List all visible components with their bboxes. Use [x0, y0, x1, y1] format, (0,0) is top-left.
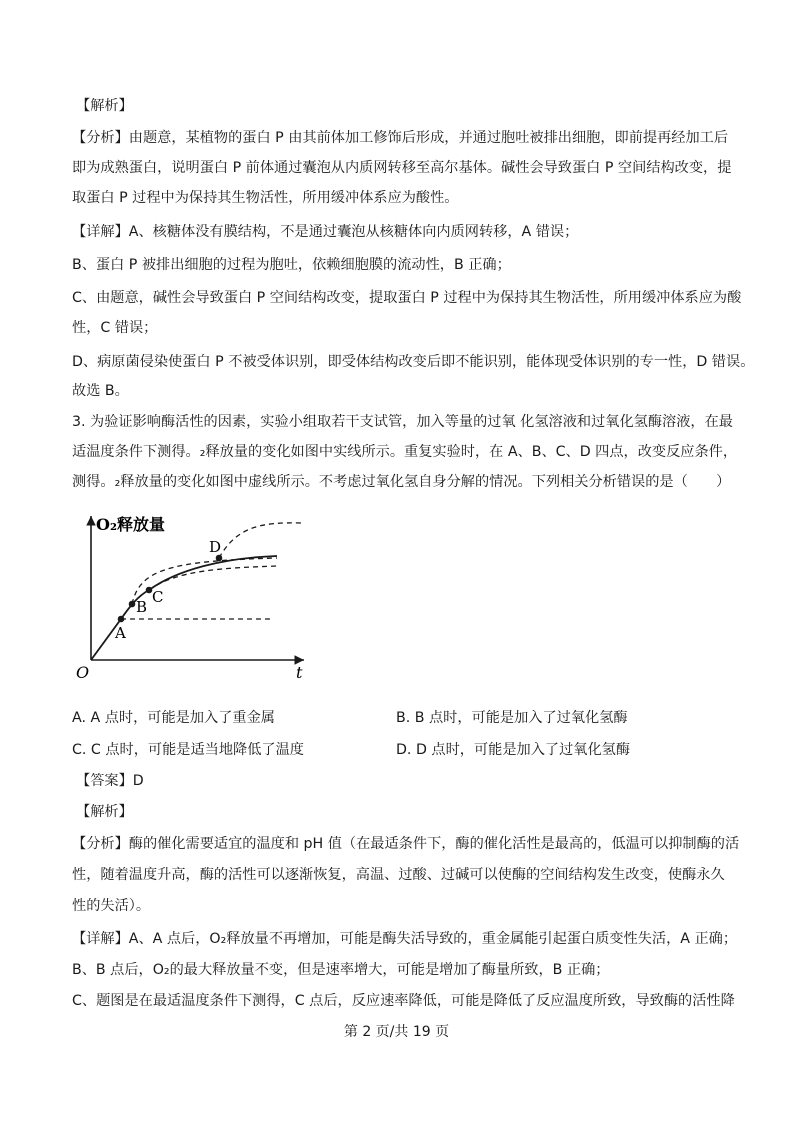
question-3-line-1: 3. 为验证影响酶活性的因素，实验小组取若干支试管，加入等量的过氧 化氢溶液和过氧化氢酶溶液，在最	[72, 414, 733, 430]
analysis-line-3: 取蛋白 P 过程中为保持其生物活性，所用缓冲体系应为酸性。	[72, 190, 459, 206]
solid-curve	[91, 556, 277, 660]
detail-line-d: D、病原菌侵染使蛋白 P 不被受体识别，即受体结构改变后即不能识别，能体现受体识别的专一性，D 错误。	[72, 354, 755, 370]
section-heading-analysis: 【解析】	[76, 98, 133, 114]
point-d-label: D	[209, 538, 222, 556]
detail-line-c: C、由题意，碱性会导致蛋白 P 空间结构改变，提取蛋白 P 过程中为保持其生物活性，所用缓冲体系应为酸	[72, 290, 742, 306]
answer-heading: 【答案】D	[76, 773, 144, 789]
detail2-line-a: 【详解】A、A 点后，O₂释放量不再增加，可能是酶失活导致的，重金属能引起蛋白质变性失活，A 正确；	[72, 931, 738, 947]
question-3-line-2: 适温度条件下测得。₂释放量的变化如图中实线所示。重复实验时，在 A、B、C、D 四点，改变反应条件，	[72, 444, 738, 460]
detail-line-a: 【详解】A、核糖体没有膜结构，不是通过囊泡从核糖体向内质网转移，A 错误；	[72, 224, 579, 240]
analysis2-line-3: 性的失活）。	[72, 898, 151, 914]
answer-choice-line: 故选 B。	[72, 383, 129, 399]
option-a: A. A 点时，可能是加入了重金属	[72, 710, 275, 726]
analysis2-line-2: 性，随着温度升高，酶的活性可以逐渐恢复，高温、过酸、过碱可以使酶的空间结构发生改变，使酶永久	[72, 867, 725, 883]
page-number-footer: 第 2 页/共 19 页	[343, 1024, 450, 1040]
point-b	[129, 601, 136, 608]
point-b-label: B	[136, 598, 148, 616]
question-3-line-3: 测得。₂释放量的变化如图中虚线所示。不考虑过氧化氢自身分解的情况。下列相关分析错误的是（ ）	[72, 474, 731, 490]
detail-line-c-cont: 性，C 错误；	[72, 320, 158, 336]
option-b: B. B 点时，可能是加入了过氧化氢酶	[396, 710, 628, 726]
x-axis-label: t	[296, 663, 303, 682]
detail2-line-c: C、题图是在最适温度条件下测得，C 点后，反应速率降低，可能是降低了反应温度所致，导致酶的活性降	[72, 993, 735, 1009]
analysis-line-1: 【分析】由题意，某植物的蛋白 P 由其前体加工修饰后形成，并通过胞吐被排出细胞，即前提再经加工后	[72, 130, 729, 146]
point-c-label: C	[152, 588, 164, 606]
y-axis-label: O₂释放量	[96, 515, 165, 534]
origin-label: O	[76, 663, 90, 682]
option-d: D. D 点时，可能是加入了过氧化氢酶	[396, 742, 631, 758]
detail-line-b: B、蛋白 P 被排出细胞的过程为胞吐，依赖细胞膜的流动性，B 正确；	[72, 257, 511, 273]
analysis-line-2: 即为成熟蛋白，说明蛋白 P 前体通过囊泡从内质网转移至高尔基体。碱性会导致蛋白 P 空间结构改变，提	[72, 160, 732, 176]
detail2-line-b: B、B 点后，O₂的最大释放量不变，但是速率增大，可能是增加了酶量所致，B 正确；	[72, 962, 610, 978]
o2-release-figure	[72, 508, 322, 688]
analysis2-line-1: 【分析】酶的催化需要适宜的温度和 pH 值（在最适条件下，酶的催化活性是最高的，低温可以抑制酶的活	[72, 836, 740, 852]
dashed-curve-d	[219, 523, 302, 558]
section-heading-analysis-2: 【解析】	[76, 804, 133, 820]
point-a-label: A	[115, 624, 126, 642]
point-a	[118, 616, 125, 623]
option-c: C. C 点时，可能是适当地降低了温度	[72, 742, 304, 758]
